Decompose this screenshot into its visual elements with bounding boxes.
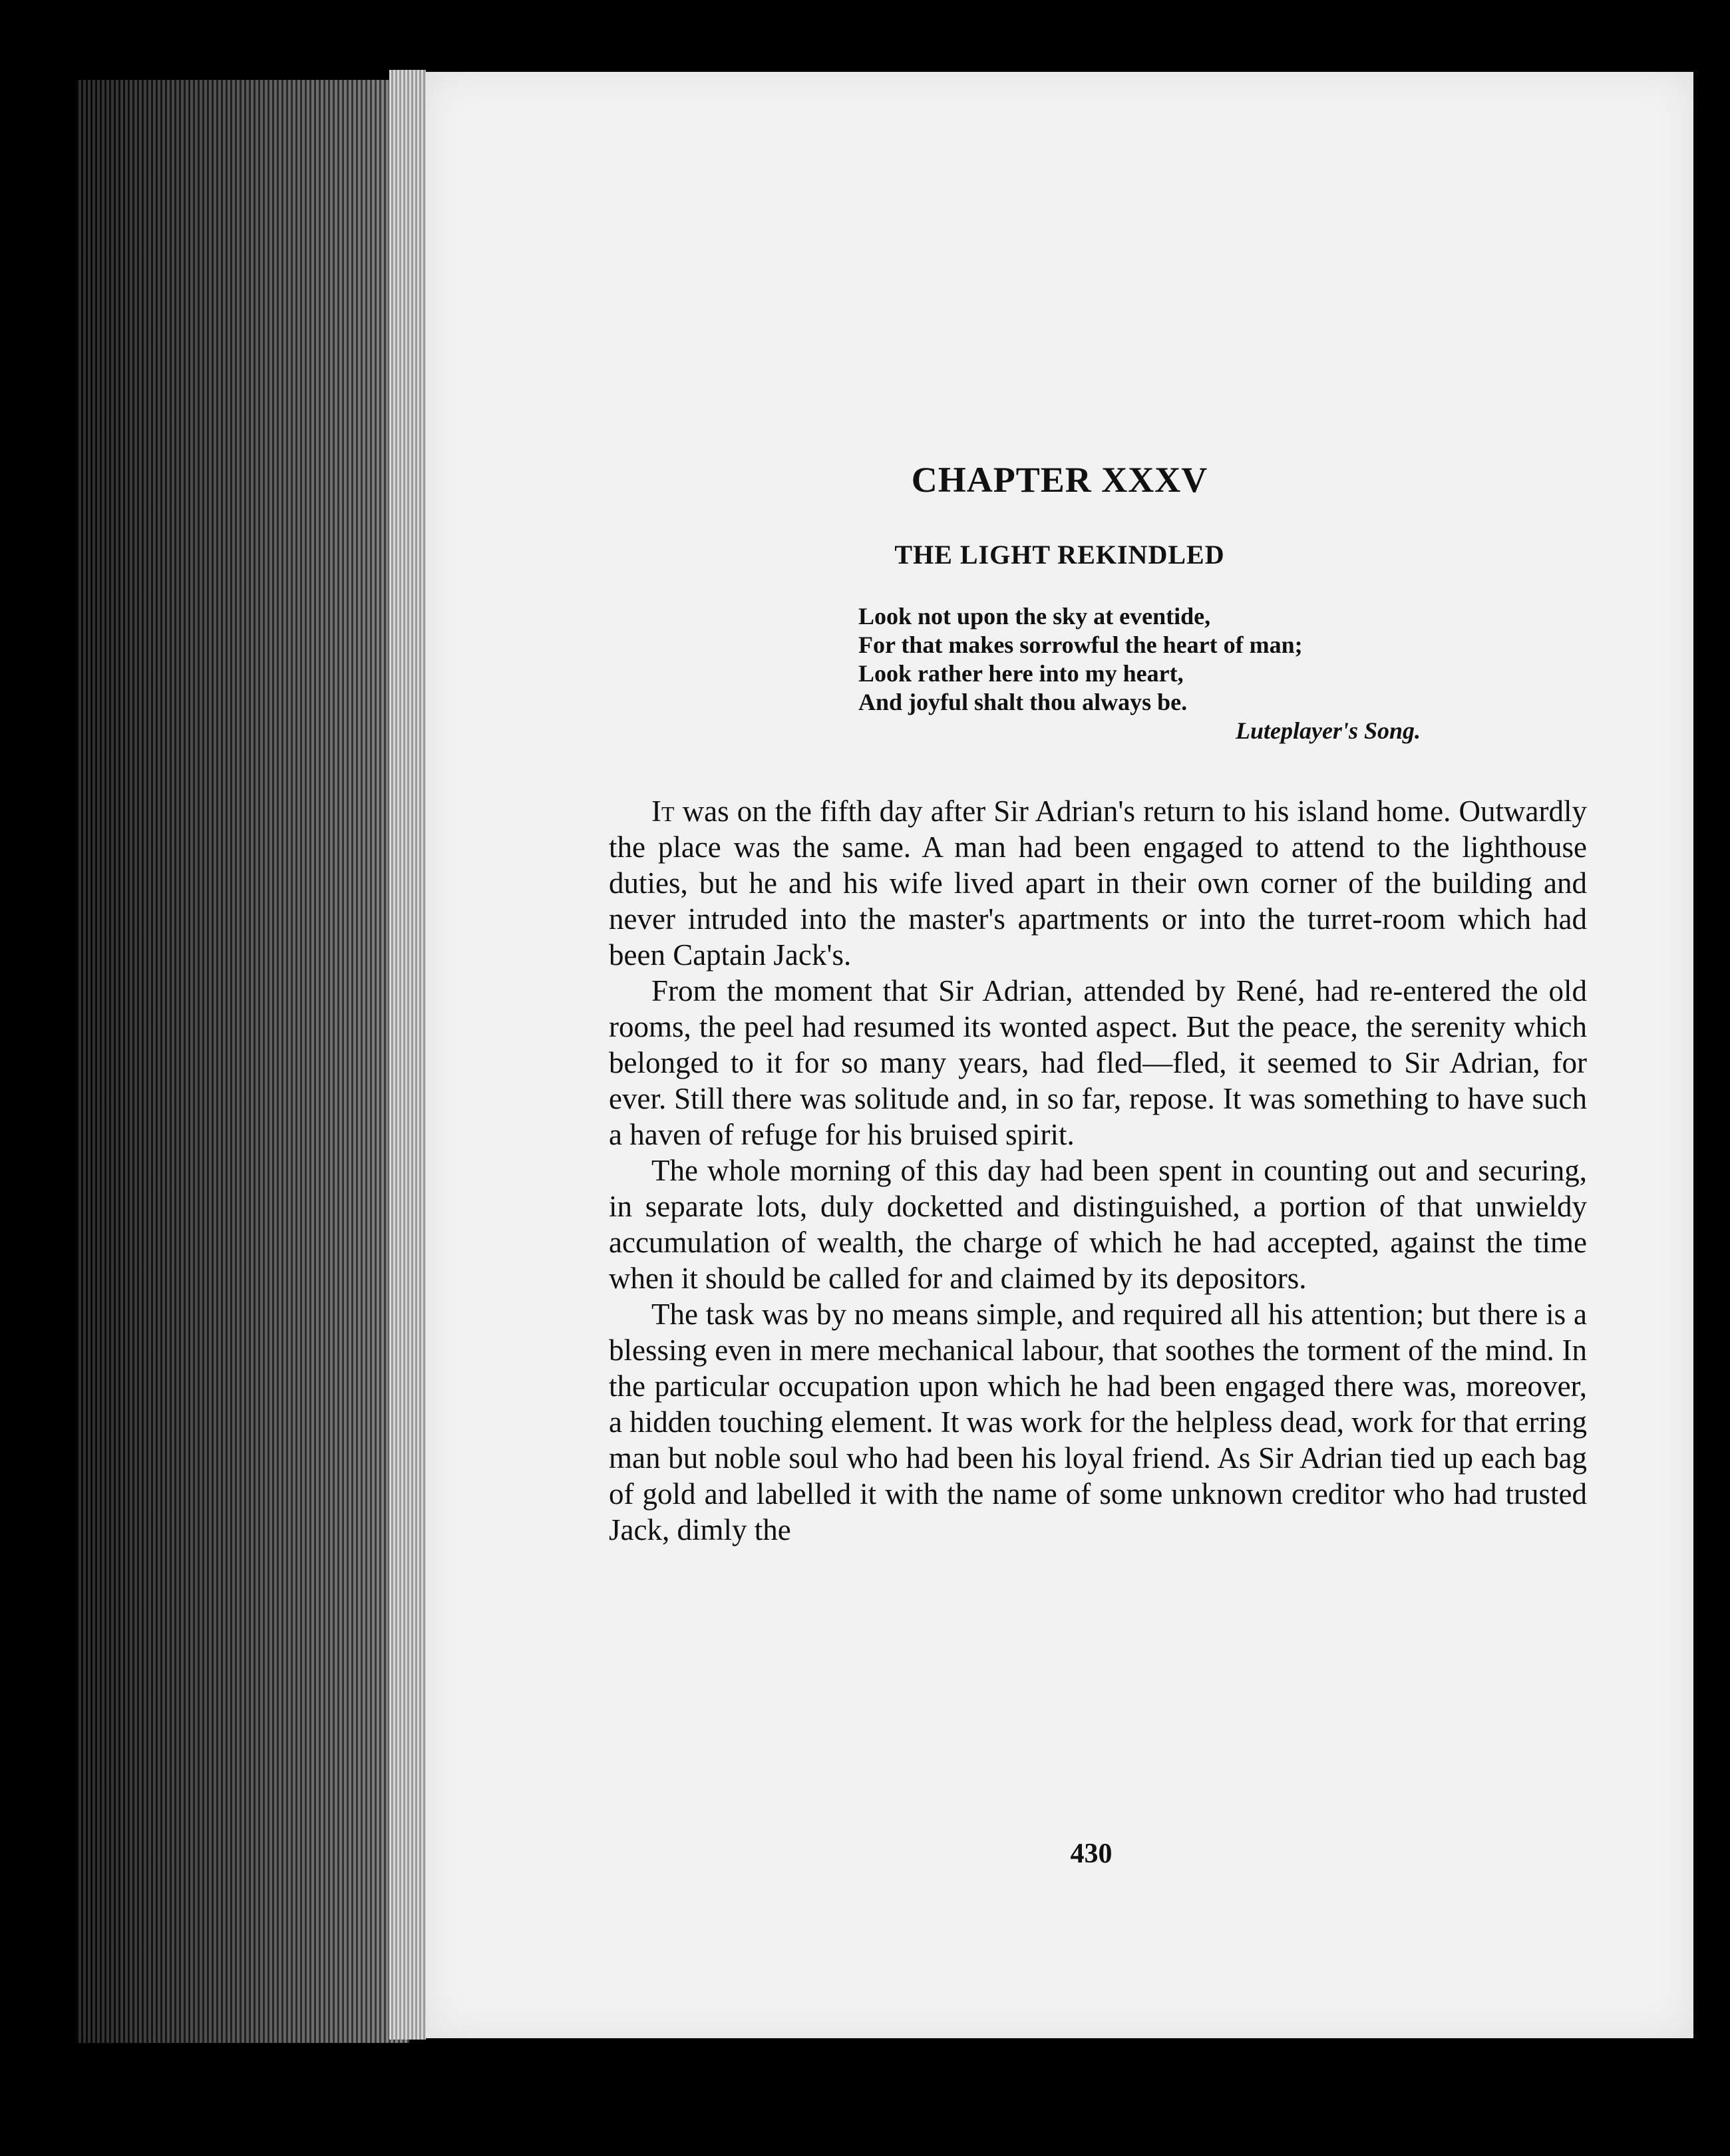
chapter-title: THE LIGHT REKINDLED [894, 540, 1225, 570]
body-text [609, 793, 1587, 1548]
epigraph-line: And joyful shalt thou always be. [858, 689, 1188, 715]
book-spine-edge [77, 80, 409, 2043]
paragraph [609, 793, 1587, 973]
paragraph: From the moment that Sir Adrian, attended by René, had re-entered the old rooms, the peel had resumed its wonted aspect. But the peace, the serenity which belonged to it for so many years, had fled—fled, it seemed to Sir Adrian, for ever. Still there was solitude and, in so far, repose. It was something to have such a haven of refuge for his bruised spirit. [609, 974, 1587, 1151]
epigraph [858, 602, 1484, 745]
page-number: 430 [1070, 1839, 1113, 1869]
epigraph-line: For that makes sorrowful the heart of man; [858, 631, 1303, 658]
paragraph-lead-word: It [651, 795, 675, 828]
page-stack-edges [389, 70, 426, 2040]
paragraph: The whole morning of this day had been spent in counting out and securing, in separate lots, duly docketted and distinguished, a portion of that unwieldy accumulation of wealth, the charge of which he had accepted, against the time when it should be called for and claimed by its depositors. [609, 1154, 1587, 1295]
epigraph-source: Luteplayer's Song. [1235, 717, 1421, 744]
epigraph-line: Look not upon the sky at eventide, [858, 603, 1211, 629]
right-margin-shadow [1693, 72, 1730, 2038]
paragraph-text: was on the fifth day after Sir Adrian's return to his island home. Outwardly the place was the same. A man had been engaged to attend to the lighthouse duties, but he and his wife lived apart in their own corner of the building and never intruded into the master's apartments or into the turret-room which had been Captain Jack's. [609, 795, 1587, 972]
paragraph: The task was by no means simple, and required all his attention; but there is a blessing even in mere mechanical labour, that soothes the torment of the mind. In the particular occupation upon which he had been engaged there was, moreover, a hidden touching element. It was work for the helpless dead, work for that erring man but noble soul who had been his loyal friend. As Sir Adrian tied up each bag of gold and labelled it with the name of some unknown creditor who had trusted Jack, dimly the [609, 1298, 1587, 1546]
epigraph-line: Look rather here into my heart, [858, 660, 1184, 687]
chapter-number: CHAPTER XXXV [911, 460, 1208, 500]
